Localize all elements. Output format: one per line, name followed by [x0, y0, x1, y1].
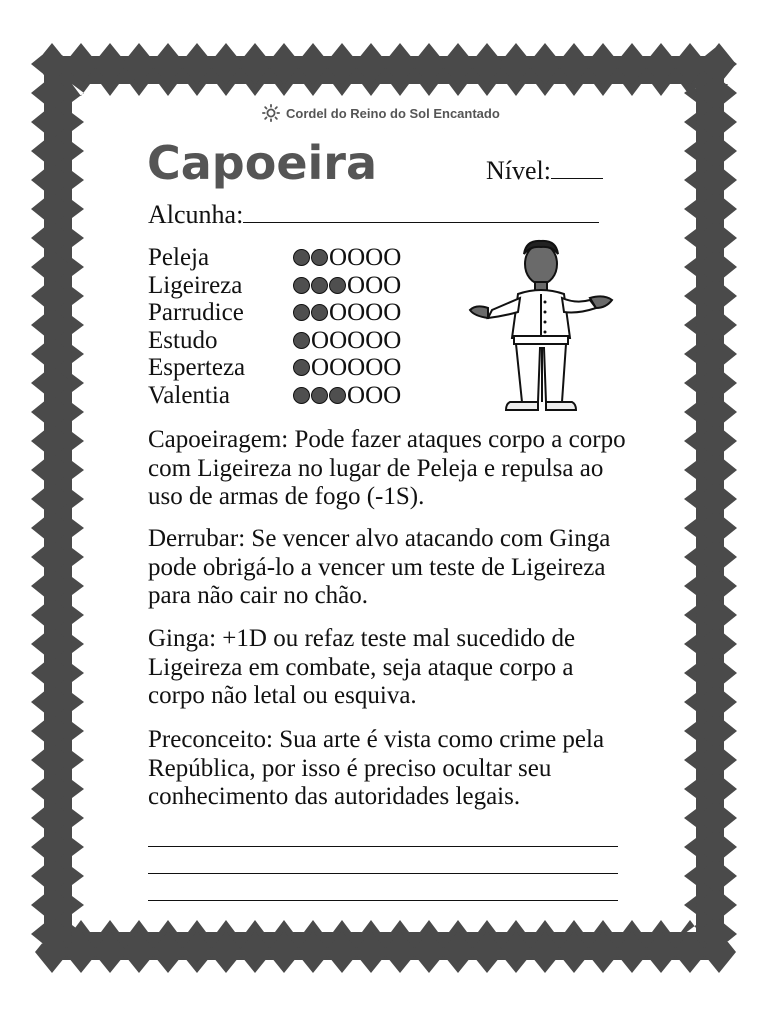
empty-dot: O [383, 381, 402, 409]
ability-ginga: Ginga: +1D ou refaz teste mal sucedido de Ligeireza em combate, seja ataque corpo a corpo não letal ou esquiva. [148, 625, 576, 709]
empty-dot: O [365, 299, 384, 327]
attribute-name: Valentia [148, 381, 230, 409]
filled-dot [311, 304, 328, 321]
attribute-name: Ligeireza [148, 271, 243, 299]
filled-dot [293, 249, 310, 266]
attribute-row [148, 244, 401, 272]
empty-dot: O [347, 244, 366, 272]
attribute-dots [293, 273, 401, 298]
attribute-dots [293, 383, 401, 408]
attribute-dots [293, 300, 401, 325]
empty-dot: O [347, 381, 366, 409]
attribute-name: Estudo [148, 326, 218, 354]
empty-dot: O [383, 271, 402, 299]
empty-dot: O [329, 326, 348, 354]
ability-derrubar: Derrubar: Se vencer alvo atacando com Ginga pode obrigá-lo a vencer um teste de Ligeireza para não cair no chão. [148, 525, 611, 609]
filled-dot [293, 387, 310, 404]
empty-dot: O [365, 381, 384, 409]
empty-dot: O [347, 299, 366, 327]
page-title: Capoeira [147, 136, 378, 190]
attribute-dots [293, 355, 401, 380]
empty-dot: O [347, 326, 366, 354]
empty-dot: O [383, 354, 402, 382]
empty-dot: O [383, 299, 402, 327]
ability-capoeiragem: Capoeiragem: Pode fazer ataques corpo a corpo com Ligeireza no lugar de Peleja e repulsa ao uso de armas de fogo (-1S). [148, 426, 626, 510]
filled-dot [329, 277, 346, 294]
empty-dot: O [365, 354, 384, 382]
attribute-row [148, 272, 401, 300]
empty-dot: O [365, 244, 384, 272]
sun-icon [262, 104, 280, 122]
level-label: Nível: [486, 156, 551, 185]
nickname-field [148, 200, 599, 230]
empty-dot: O [311, 354, 330, 382]
empty-dot: O [329, 354, 348, 382]
attribute-dots [293, 245, 401, 270]
notes-line-3 [148, 900, 618, 901]
attribute-dots [293, 328, 401, 353]
attribute-name: Peleja [148, 244, 210, 271]
level-field [486, 156, 603, 186]
empty-dot: O [329, 244, 348, 272]
attribute-row [148, 382, 401, 410]
empty-dot: O [365, 326, 384, 354]
filled-dot [311, 277, 328, 294]
filled-dot [293, 359, 310, 376]
attribute-row [148, 299, 401, 327]
attribute-row [148, 327, 401, 355]
attribute-name: Esperteza [148, 354, 246, 381]
filled-dot [293, 277, 310, 294]
capoeirista-figure-icon [466, 238, 616, 414]
empty-dot: O [365, 271, 384, 299]
publisher-name: Cordel do Reino do Sol Encantado [286, 105, 500, 121]
notes-line-1 [148, 846, 618, 847]
filled-dot [293, 304, 310, 321]
nickname-blank-line [243, 200, 599, 223]
level-blank-line [551, 156, 603, 179]
empty-dot: O [311, 326, 330, 354]
empty-dot: O [347, 271, 366, 299]
attribute-name: Parrudice [148, 299, 244, 326]
notes-line-2 [148, 873, 618, 874]
filled-dot [329, 387, 346, 404]
nickname-label: Alcunha: [148, 200, 244, 229]
attribute-row [148, 354, 401, 382]
attributes-list [148, 244, 401, 409]
empty-dot: O [347, 354, 366, 382]
filled-dot [293, 332, 310, 349]
publisher-header [262, 104, 500, 122]
filled-dot [311, 387, 328, 404]
ability-preconceito: Preconceito: Sua arte é vista como crime pela República, por isso é preciso ocultar seu conhecimento das autoridades legais. [148, 726, 605, 810]
empty-dot: O [329, 299, 348, 327]
empty-dot: O [383, 326, 402, 354]
filled-dot [311, 249, 328, 266]
empty-dot: O [383, 244, 402, 272]
